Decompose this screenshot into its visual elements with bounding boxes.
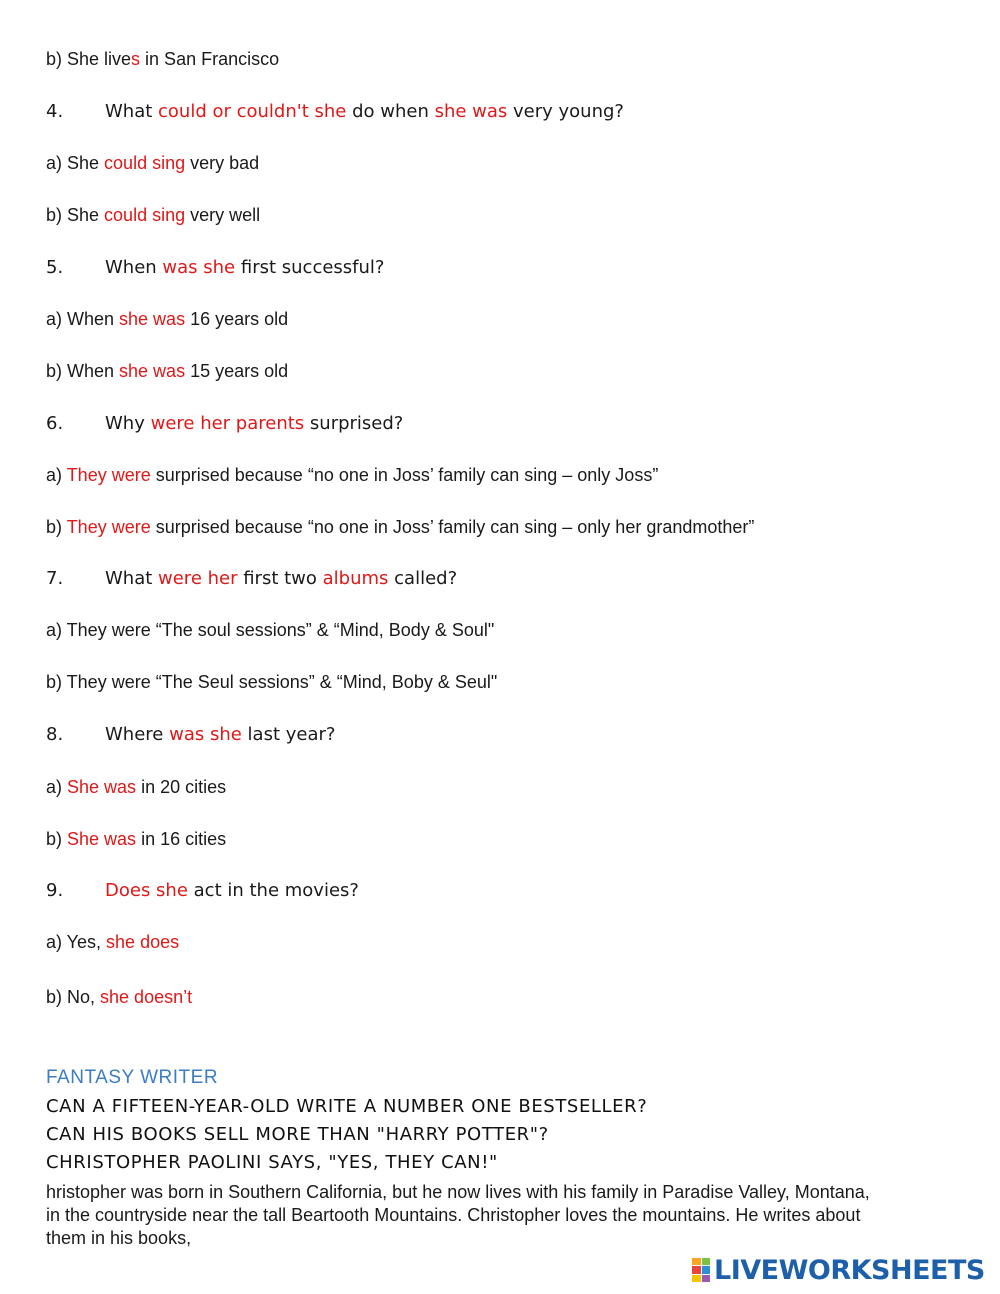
text-segment: a): [46, 465, 67, 485]
paragraph-line: them in his books,: [46, 1228, 192, 1248]
paragraph-line: hristopher was born in Southern California, but he now lives with his family in Paradise Valley, Montana,: [46, 1182, 870, 1202]
text-segment: last year?: [241, 724, 336, 745]
question-line: [46, 568, 457, 589]
text-segment: What: [105, 568, 159, 589]
paragraph-line: in the countryside near the tall Beartooth Mountains. Christopher loves the mountains. He writes about: [46, 1205, 861, 1225]
liveworksheets-logo[interactable]: [692, 1255, 985, 1285]
highlighted-text: could or couldn't she: [158, 101, 347, 122]
question-number: 6.: [46, 413, 64, 434]
logo-square: [692, 1266, 701, 1273]
answer-line: [46, 620, 494, 641]
highlighted-text: They were: [66, 517, 151, 537]
text-segment: a) They were “The soul sessions” & “Mind, Body & Soul": [46, 620, 495, 640]
text-segment: first successful?: [235, 257, 385, 278]
highlighted-text: was she: [162, 257, 236, 278]
question-line: [46, 413, 403, 434]
highlighted-text: s: [131, 49, 141, 69]
logo-square: [702, 1275, 711, 1282]
heading-line-3: CHRISTOPHER PAOLINI SAYS, "YES, THEY CAN!": [46, 1152, 498, 1173]
answer-line: [46, 932, 179, 953]
highlighted-text: she was: [119, 309, 186, 329]
text-segment: act in the movies?: [187, 880, 359, 901]
text-segment: Where: [105, 724, 170, 745]
question-number: 4.: [46, 101, 64, 122]
question-line: [46, 257, 384, 278]
answer-line: [46, 309, 288, 330]
text-segment: 16 years old: [185, 309, 289, 329]
highlighted-text: They were: [66, 465, 151, 485]
answer-line: [46, 517, 754, 538]
text-segment: b): [46, 517, 67, 537]
highlighted-text: were her parents: [150, 413, 305, 434]
text-segment: surprised?: [304, 413, 404, 434]
highlighted-text: she does: [106, 932, 180, 952]
text-segment: b) She: [46, 205, 105, 225]
highlighted-text: were her: [158, 568, 238, 589]
highlighted-text: could sing: [104, 153, 186, 173]
highlighted-text: she doesn’t: [100, 987, 193, 1007]
logo-square: [692, 1258, 701, 1265]
answer-line: [46, 777, 226, 798]
highlighted-text: albums: [322, 568, 389, 589]
question-line: [46, 724, 335, 745]
text-segment: very bad: [185, 153, 260, 173]
logo-square: [702, 1266, 711, 1273]
logo-icon: [692, 1258, 710, 1282]
logo-square: [702, 1258, 711, 1265]
text-segment: b): [46, 829, 68, 849]
text-segment: very young?: [507, 101, 624, 122]
highlighted-text: she was: [434, 101, 508, 122]
text-segment: b) When: [46, 361, 120, 381]
text-segment: do when: [346, 101, 435, 122]
question-number: 9.: [46, 880, 64, 901]
answer-line: [46, 829, 226, 850]
highlighted-text: Does she: [105, 880, 188, 901]
question-line: [46, 880, 359, 901]
highlighted-text: She was: [67, 777, 137, 797]
text-segment: b) She live: [46, 49, 132, 69]
text-segment: a): [46, 777, 68, 797]
answer-line: [46, 205, 260, 226]
text-segment: What: [105, 101, 159, 122]
text-segment: first two: [237, 568, 323, 589]
logo-square: [692, 1275, 701, 1282]
heading-line-1: CAN A FIFTEEN-YEAR-OLD WRITE A NUMBER ONE BESTSELLER?: [46, 1096, 648, 1117]
answer-line: [46, 153, 259, 174]
text-segment: a) Yes,: [46, 932, 107, 952]
text-segment: surprised because “no one in Joss’ family can sing – only Joss”: [150, 465, 659, 485]
question-number: 8.: [46, 724, 64, 745]
text-segment: When: [105, 257, 163, 278]
text-segment: surprised because “no one in Joss’ family can sing – only her grandmother”: [150, 517, 755, 537]
text-segment: 15 years old: [185, 361, 289, 381]
answer-line: [46, 672, 497, 693]
text-segment: b) They were “The Seul sessions” & “Mind, Boby & Seul": [46, 672, 498, 692]
text-segment: a) When: [46, 309, 120, 329]
text-segment: in 16 cities: [136, 829, 227, 849]
question-number: 7.: [46, 568, 64, 589]
text-segment: called?: [388, 568, 458, 589]
section-title: FANTASY WRITER: [46, 1067, 219, 1088]
answer-line: [46, 361, 288, 382]
text-segment: a) She: [46, 153, 105, 173]
answer-line: [46, 49, 279, 70]
highlighted-text: she was: [119, 361, 186, 381]
answer-line: [46, 465, 658, 486]
story-paragraph: [46, 1181, 936, 1250]
highlighted-text: could sing: [104, 205, 186, 225]
question-line: [46, 101, 624, 122]
highlighted-text: She was: [67, 829, 137, 849]
text-segment: in 20 cities: [136, 777, 227, 797]
heading-line-2: CAN HIS BOOKS SELL MORE THAN "HARRY POTTER"?: [46, 1124, 549, 1145]
highlighted-text: was she: [169, 724, 242, 745]
answer-line: [46, 987, 192, 1008]
logo-text: LIVEWORKSHEETS: [714, 1254, 985, 1286]
text-segment: very well: [185, 205, 261, 225]
question-number: 5.: [46, 257, 64, 278]
text-segment: Why: [105, 413, 151, 434]
text-segment: b) No,: [46, 987, 101, 1007]
text-segment: in San Francisco: [140, 49, 280, 69]
